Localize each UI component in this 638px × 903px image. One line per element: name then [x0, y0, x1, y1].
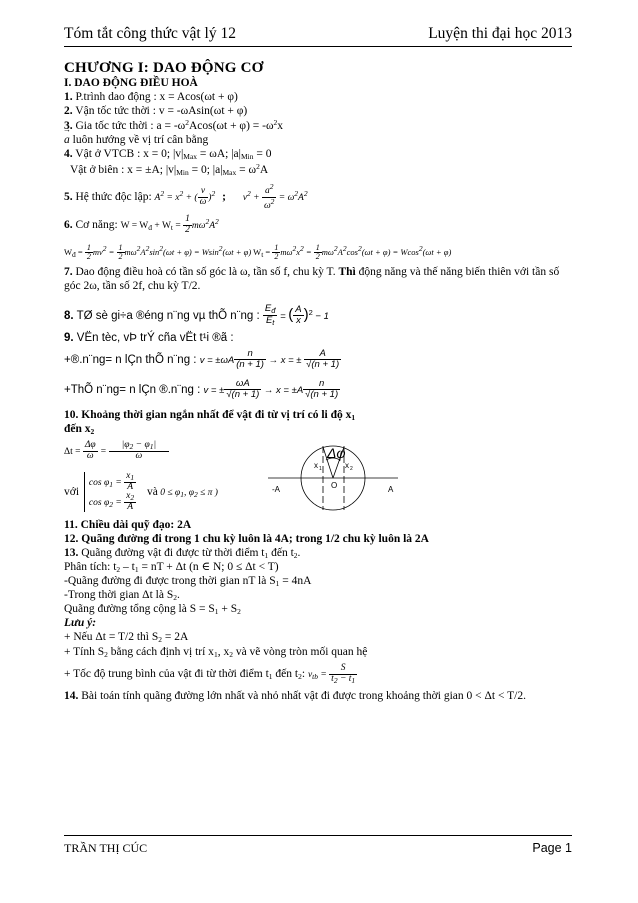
footer-author: TRẦN THỊ CÚC — [64, 841, 148, 855]
chapter-title: CHƯƠNG I: DAO ĐỘNG CƠ — [64, 60, 264, 76]
section-title: I. DAO ĐỘNG ĐIỀU HOÀ — [64, 77, 198, 90]
item-7: 7. Dao động điều hoà có tần số góc là ω, tần số f, chu kỳ T. Thì động năng và thế năng biến thiên với tần số góc 2ω, tần số 2f, chu kỳ T/2. — [64, 265, 560, 292]
item-9b: +ThÕ n¨ng= n lÇn ®.n¨ng : v = ± $\frac{\omega A}{√(n + 1)}$ → x = ±A $\frac{n}{√(n + 1)}$ — [64, 378, 339, 401]
item-3: 3. Gia tốc tức thời : $a = -\omega^2Acos(\omega t + \varphi) = -\omega^2x$ — [64, 118, 284, 133]
item-8: 8. TØ sè gi÷a ®éng n¨ng vµ thÕ n¨ng : $\frac{E_đ}{E_t}$ = ( $\frac{A}{x}$ )$^2$ − 1 — [64, 303, 329, 328]
analysis-1: Phân tích: $t_2 - t_1$ = nT + Δt (n ∈ N; 0 ≤ Δt < T) — [64, 560, 279, 574]
note-title: Lưu ý: — [64, 617, 97, 630]
cos-system: với $\cos \varphi_1$ = $\frac{x_1}{A}$ $\cos \varphi_2$ = $\frac{x_2}{A}$ và $0 \le \varphi_1$, $\varphi_2 \le \pi$ ) — [64, 471, 218, 513]
note-1: + Nếu Δt = T/2 thì $S_2 = 2A$ — [64, 631, 189, 645]
origin-label: O — [331, 480, 338, 490]
svg-text:1: 1 — [319, 465, 322, 472]
item-2: 2. Vận tốc tức thời : v = -ωAsin(ωt + φ) — [64, 105, 248, 118]
item-4: 4. Vật ở VTCB : x = 0; $|v|_{Max} = \omega A$; $|a|_{Min} = 0$ — [64, 148, 272, 162]
header-course: Luyện thi đại học 2013 — [428, 25, 572, 42]
item-9: 9. VËn tèc, vÞ trÝ cña vËt t¹i ®ã : — [64, 331, 234, 344]
item-6: 6. Cơ năng: $W = W_đ + W_t$ = $\frac{1}{2}$ $m\omega^2A^2$ — [64, 213, 219, 235]
item-13: 13. Quãng đường vật đi được từ thời điểm $t_1$ đến $t_2$. — [64, 546, 301, 560]
phase-circle-diagram — [248, 444, 418, 512]
minus-a-label: -A — [272, 484, 280, 494]
page-footer — [64, 835, 572, 856]
item-10-title: 10. Khoảng thời gian ngắn nhất để vật đi từ vị trí có li độ $x_1$ — [64, 408, 356, 422]
header-title: Tóm tắt công thức vật lý 12 — [64, 25, 236, 42]
x1-label: x — [314, 460, 318, 470]
note-3: + Tốc độ trung bình của vật đi từ thời điểm $t_1$ đến $t_2$: $v_{tb}$ = $\frac{S}{t_2 - t_1}$ — [64, 662, 356, 685]
item-5: 5. Hệ thức độc lập: $A^2 = x^2$ + ( $\frac{v}{\omega}$ )$^2$ ; $v^2$ + $\frac{a^2}{\omega^2}$ = $\omega^2A^2$ — [64, 181, 308, 211]
item-10-title2: đến $x_2$ — [64, 422, 95, 436]
item-9a: +®.n¨ng= n lÇn thÕ n¨ng : v = ±ωA $\frac{n}{(n + 1)}$ → x = ± $\frac{A}{√(n + 1)}$ — [64, 348, 340, 371]
analysis-4: Quãng đường tổng cộng là $S = S_1 + S_2$ — [64, 603, 241, 617]
energy-formulas: Wđ = $\frac{1}{2}$ mv2 = $\frac{1}{2}$ mω2A2sin2(ωt + φ) = Wsin2(ωt + φ) Wt = $\frac{1}{2}$ mω2x2 = $\frac{1}{2}$ mω2A2cos2(ωt + φ) = Wcos2(ωt + φ) — [64, 242, 452, 262]
item-10 — [64, 408, 572, 513]
note-2: + Tính $S_2$ bằng cách định vị trí $x_1$, $x_2$ và vẽ vòng tròn mối quan hệ — [64, 645, 368, 659]
delta-t-formula: Δt = $\frac{\Delta\varphi}{\omega}$ = $\frac{|\varphi_2 - \varphi_1|}{\omega}$ — [64, 436, 572, 466]
analysis-3: -Trong thời gian Δt là $S_2$. — [64, 589, 180, 603]
page-number: Page 1 — [532, 841, 572, 855]
item-14: 14. Bài toán tính quãng đường lớn nhất và nhỏ nhất vật đi được trong khoảng thời gian 0 < Δt < T/2. — [64, 689, 526, 702]
svg-text:2: 2 — [350, 465, 353, 472]
delta-phi-label: Δφ — [327, 444, 346, 461]
page-content — [64, 48, 572, 703]
analysis-2: -Quãng đường đi được trong thời gian nT là $S_1 = 4nA$ — [64, 575, 312, 589]
item-11: 11. Chiều dài quỹ đạo: 2A — [64, 518, 192, 531]
a-label: A — [388, 484, 394, 494]
item-1: 1. P.trình dao động : x = Acos(ωt + φ) — [64, 91, 238, 104]
item-3-note: → a luôn hướng về vị trí cân bằng — [64, 133, 572, 147]
item-4-line2: Vật ở biên : x = ±A; $|v|_{Min} = 0$; $|a|_{Max} = \omega^2A$ — [70, 161, 269, 177]
x2-label: x — [345, 460, 349, 470]
page-header — [64, 22, 572, 47]
item-12: 12. Quãng đường đi trong 1 chu kỳ luôn là 4A; trong 1/2 chu kỳ luôn là 2A — [64, 532, 429, 545]
